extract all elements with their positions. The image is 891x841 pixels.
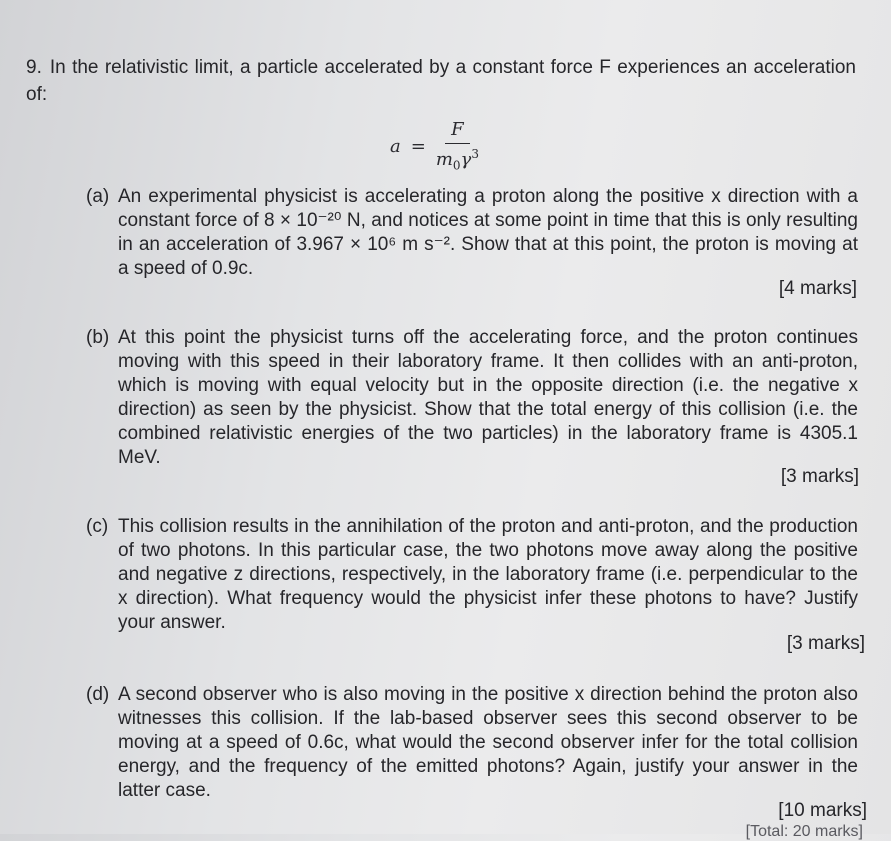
formula-gamma-exponent: 3: [471, 147, 479, 162]
formula-mass-subscript: 0: [452, 158, 461, 173]
formula-equals: =: [410, 135, 426, 157]
question-intro-text: In the relativistic limit, a particle accelerated by a constant force F experiences an acceleration of:: [26, 57, 856, 105]
part-a: [86, 185, 858, 281]
acceleration-formula: [390, 116, 479, 176]
formula-mass: m: [435, 149, 453, 171]
part-a-marks: [4 marks]: [778, 278, 857, 299]
formula-gamma: γ: [460, 149, 472, 171]
part-b-text: At this point the physicist turns off the accelerating force, and the proton continues moving with this speed in their laboratory frame. It then collides with an anti-proton, which is moving with equal velocity but in the opposite direction (i.e. the negative x direction) as seen by the physicist. Show that the total energy of this collision (i.e. the combined relativistic energies of the two particles) in the laboratory frame is 4305.1 MeV.: [118, 327, 858, 468]
part-a-text: An experimental physicist is accelerating a proton along the positive x direction with a constant force of 8 × 10⁻²⁰ N, and notices at some point in time that this is only resulting in an acceleration of 3.967 × 10⁶ m s⁻². Show that at this point, the proton is moving at a speed of 0.9c.: [118, 186, 858, 279]
formula-fraction: [436, 119, 479, 173]
part-b: [86, 326, 858, 470]
part-c-text: This collision results in the annihilation of the proton and anti-proton, and the production of two photons. In this particular case, the two photons move away along the positive and negative z directions, respectively, in the laboratory frame (i.e. perpendicular to the x direction). What frequency would the physicist infer these photons to have? Justify your answer.: [118, 516, 858, 633]
part-b-label: (b): [86, 327, 110, 348]
part-c-marks: [3 marks]: [786, 633, 865, 654]
part-d-text: A second observer who is also moving in the positive x direction behind the proton also witnesses this collision. If the lab-based observer sees this second observer to be moving at a speed of 0.6c, what would the second observer infer for the total collision energy, and the frequency of the emitted photons? Again, justify your answer in the latter case.: [118, 684, 858, 801]
part-d-label: (d): [86, 684, 110, 705]
part-d: [86, 683, 858, 803]
formula-denominator: [436, 144, 479, 173]
part-a-label: (a): [86, 186, 110, 207]
formula-numerator: F: [445, 119, 470, 144]
question-number: 9.: [26, 57, 42, 78]
formula-lhs: a: [390, 135, 401, 157]
part-d-marks: [10 marks]: [778, 800, 867, 821]
part-c: [86, 515, 858, 635]
question-intro: [26, 54, 856, 108]
total-marks: [Total: 20 marks]: [745, 823, 863, 840]
part-c-label: (c): [86, 516, 109, 537]
part-b-marks: [3 marks]: [780, 466, 859, 487]
